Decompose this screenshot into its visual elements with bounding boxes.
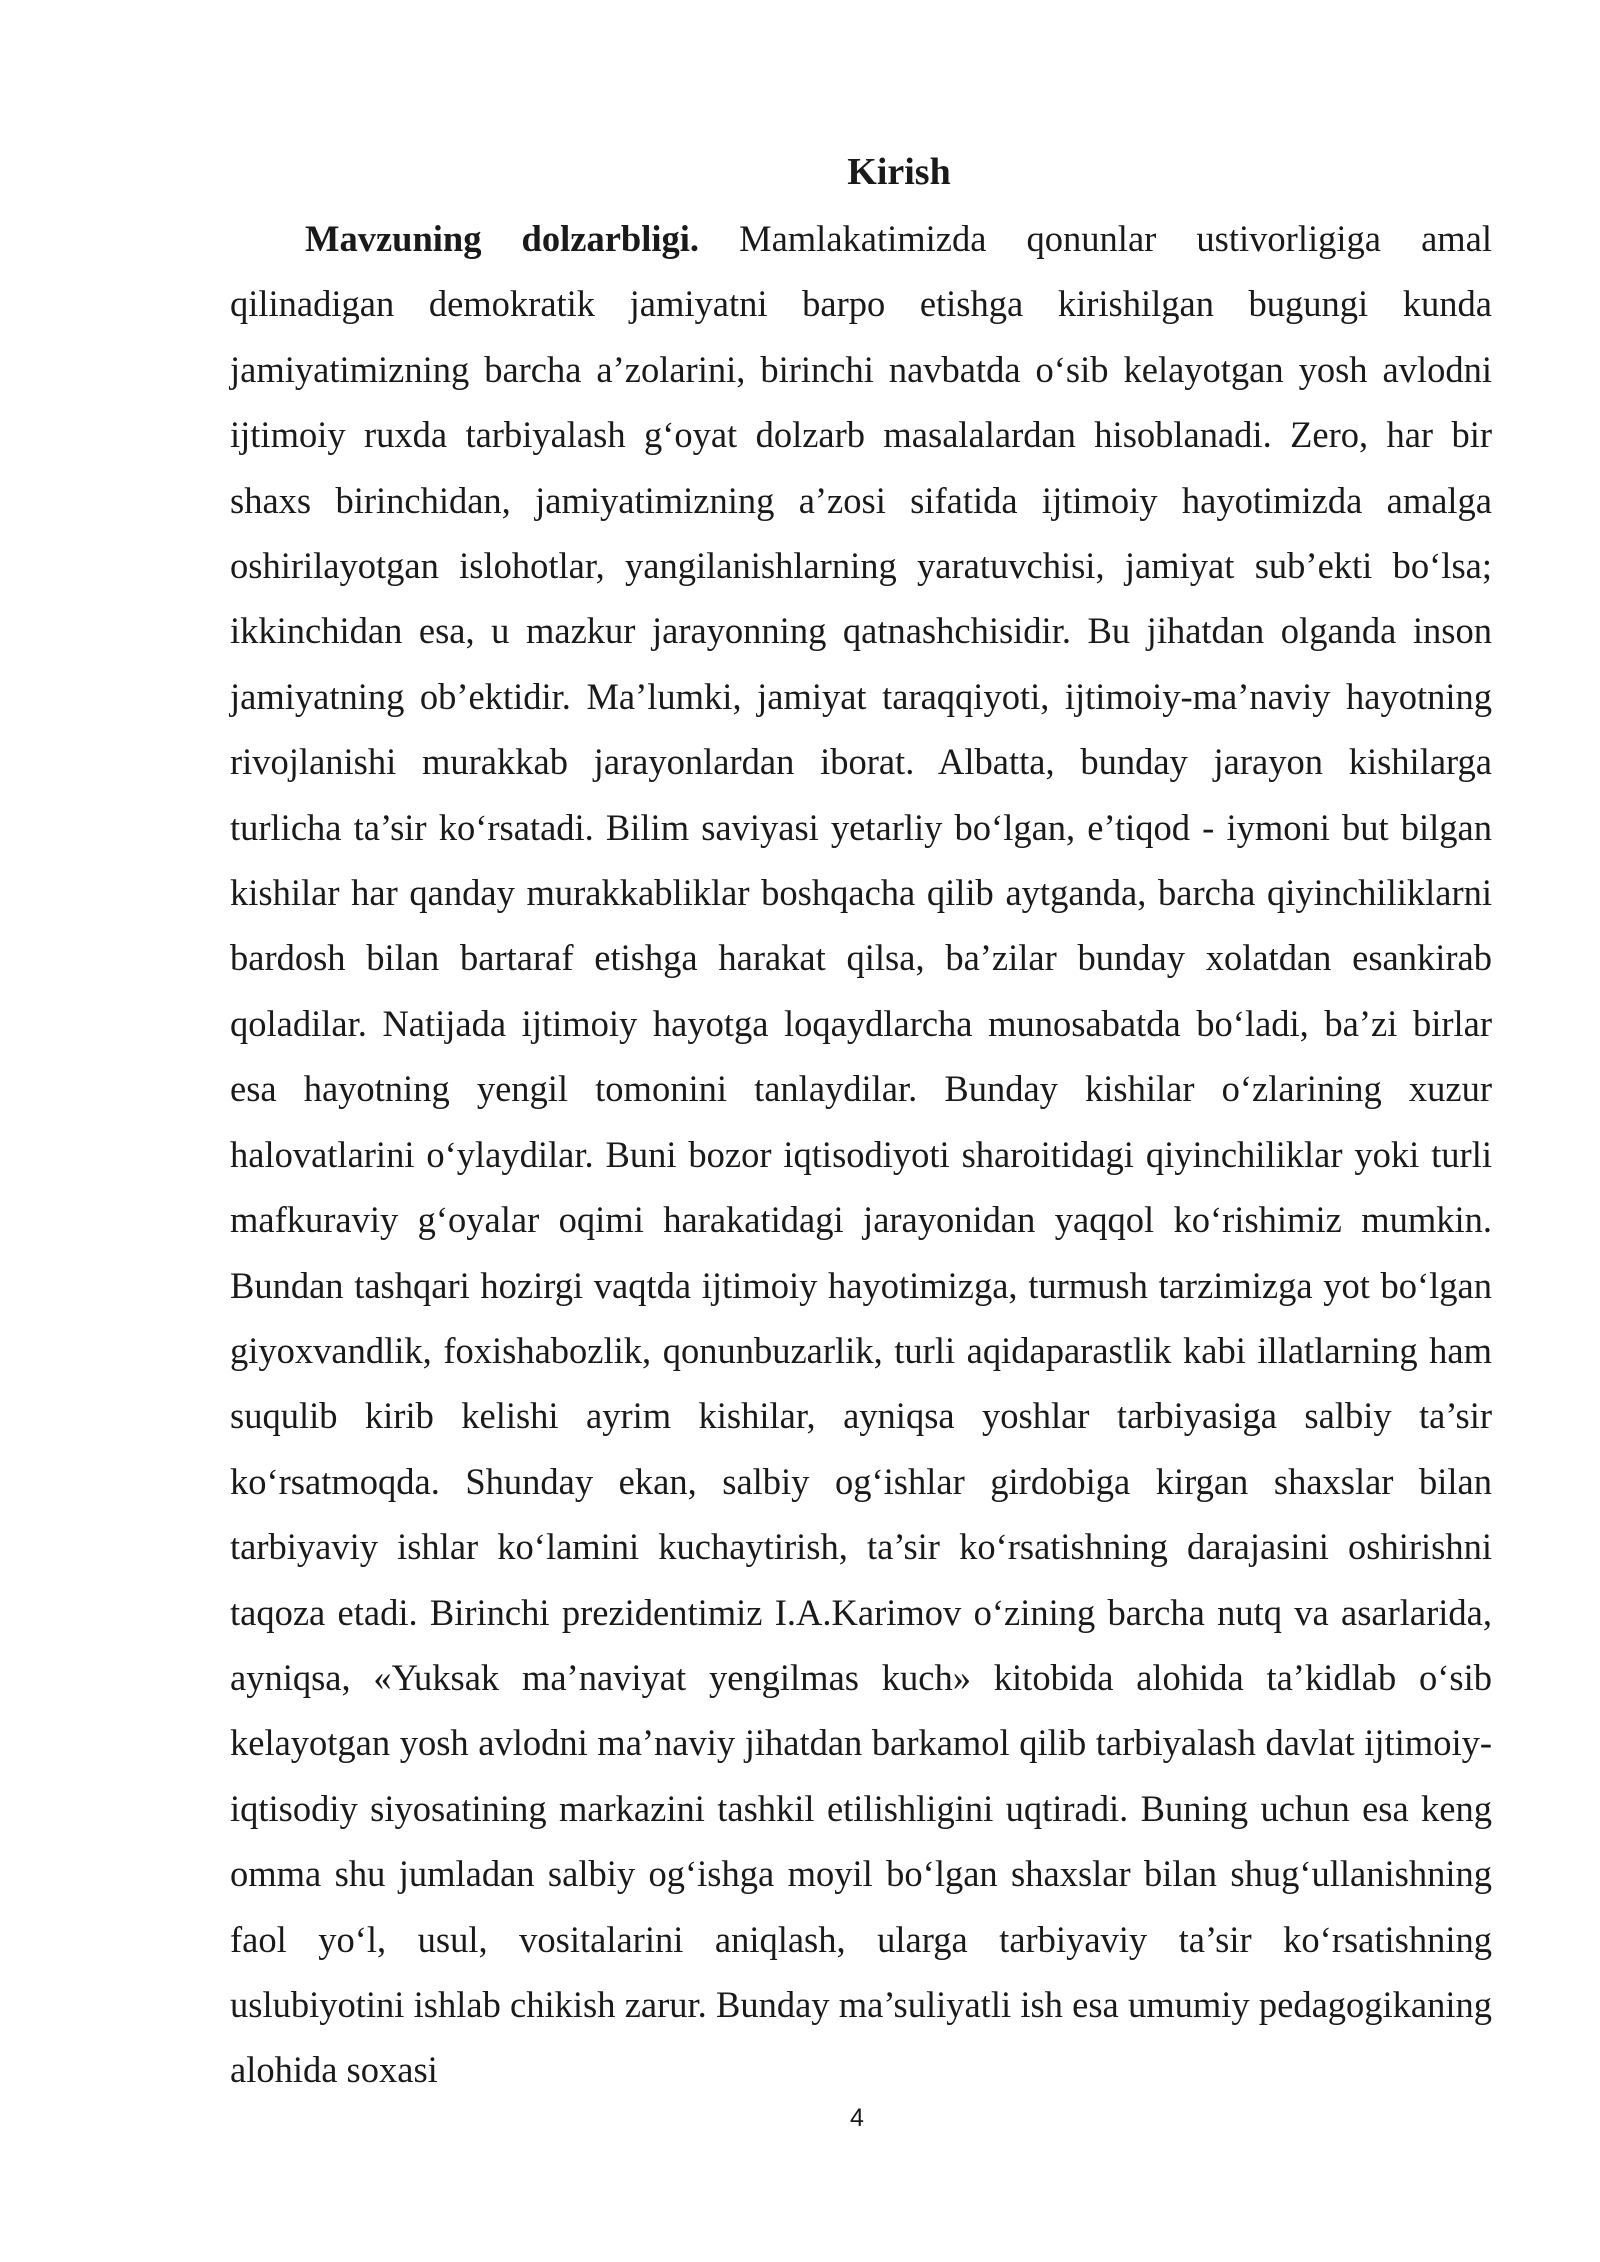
body-paragraph xyxy=(230,206,1492,2103)
paragraph-lead: Mavzuning dolzarbligi. xyxy=(305,218,700,259)
section-heading: Kirish xyxy=(847,151,951,193)
page-number: 4 xyxy=(850,2104,864,2132)
paragraph-body: Mamlakatimizda qonunlar ustivorligiga amal qilinadigan demokratik jamiyatni barpo etishga kirishilgan bugungi kunda jamiyatimizning barcha a’zolarini, birinchi navbatda o‘sib kelayotgan yosh avlodni ijtimoiy ruxda tarbiyalash g‘oyat dolzarb masalalardan hisoblanadi. Zero, har bir shaxs birinchidan, jamiyatimizning a’zosi sifatida ijtimoiy hayotimizda amalga oshirilayotgan islohotlar, yangilanishlarning yaratuvchisi, jamiyat sub’ekti bo‘lsa; ikkinchidan esa, u mazkur jarayonning qatnashchisidir. Bu jihatdan olganda inson jamiyatning ob’ektidir. Ma’lumki, jamiyat taraqqiyoti, ijtimoiy-ma’naviy hayotning rivojlanishi murakkab jarayonlardan iborat. Albatta, bunday jarayon kishilarga turlicha ta’sir ko‘rsatadi. Bilim saviyasi yetarliy bo‘lgan, e’tiqod - iymoni but bilgan kishilar har qanday murakkabliklar boshqacha qilib aytganda, barcha qiyinchiliklarni bardosh bilan bartaraf etishga harakat qilsa, ba’zilar bunday xolatdan esankirab qoladilar. Natijada ijtimoiy hayotga loqaydlarcha munosabatda bo‘ladi, ba’zi birlar esa hayotning yengil tomonini tanlaydilar. Bunday kishilar o‘zlarining xuzur halovatlarini o‘ylaydilar. Buni bozor iqtisodiyoti sharoitidagi qiyinchiliklar yoki turli mafkuraviy g‘oyalar oqimi harakatidagi jarayonidan yaqqol ko‘rishimiz mumkin. Bundan tashqari hozirgi vaqtda ijtimoiy hayotimizga, turmush tarzimizga yot bo‘lgan giyoxvandlik, foxishabozlik, qonunbuzarlik, turli aqidaparastlik kabi illatlarning ham suqulib kirib kelishi ayrim kishilar, ayniqsa yoshlar tarbiyasiga salbiy ta’sir ko‘rsatmoqda. Shunday ekan, salbiy og‘ishlar girdobiga kirgan shaxslar bilan tarbiyaviy ishlar ko‘lamini kuchaytirish, ta’sir ko‘rsatishning darajasini oshirishni taqoza etadi. Birinchi prezidentimiz I.A.Karimov o‘zining barcha nutq va asarlarida, ayniqsa, «Yuksak ma’naviyat yengilmas kuch» kitobida alohida ta’kidlab o‘sib kelayotgan yosh avlodni ma’naviy jihatdan barkamol qilib tarbiyalash davlat ijtimoiy-iqtisodiy siyosatining markazini tashkil etilishligini uqtiradi. Buning uchun esa keng omma shu jumladan salbiy og‘ishga moyil bo‘lgan shaxslar bilan shug‘ullanishning faol yo‘l, usul, vositalarini aniqlash, ularga tarbiyaviy ta’sir ko‘rsatishning uslubiyotini ishlab chikish zarur. Bunday ma’suliyatli ish esa umumiy pedagogikaning alohida soxasi xyxy=(230,218,1492,2091)
